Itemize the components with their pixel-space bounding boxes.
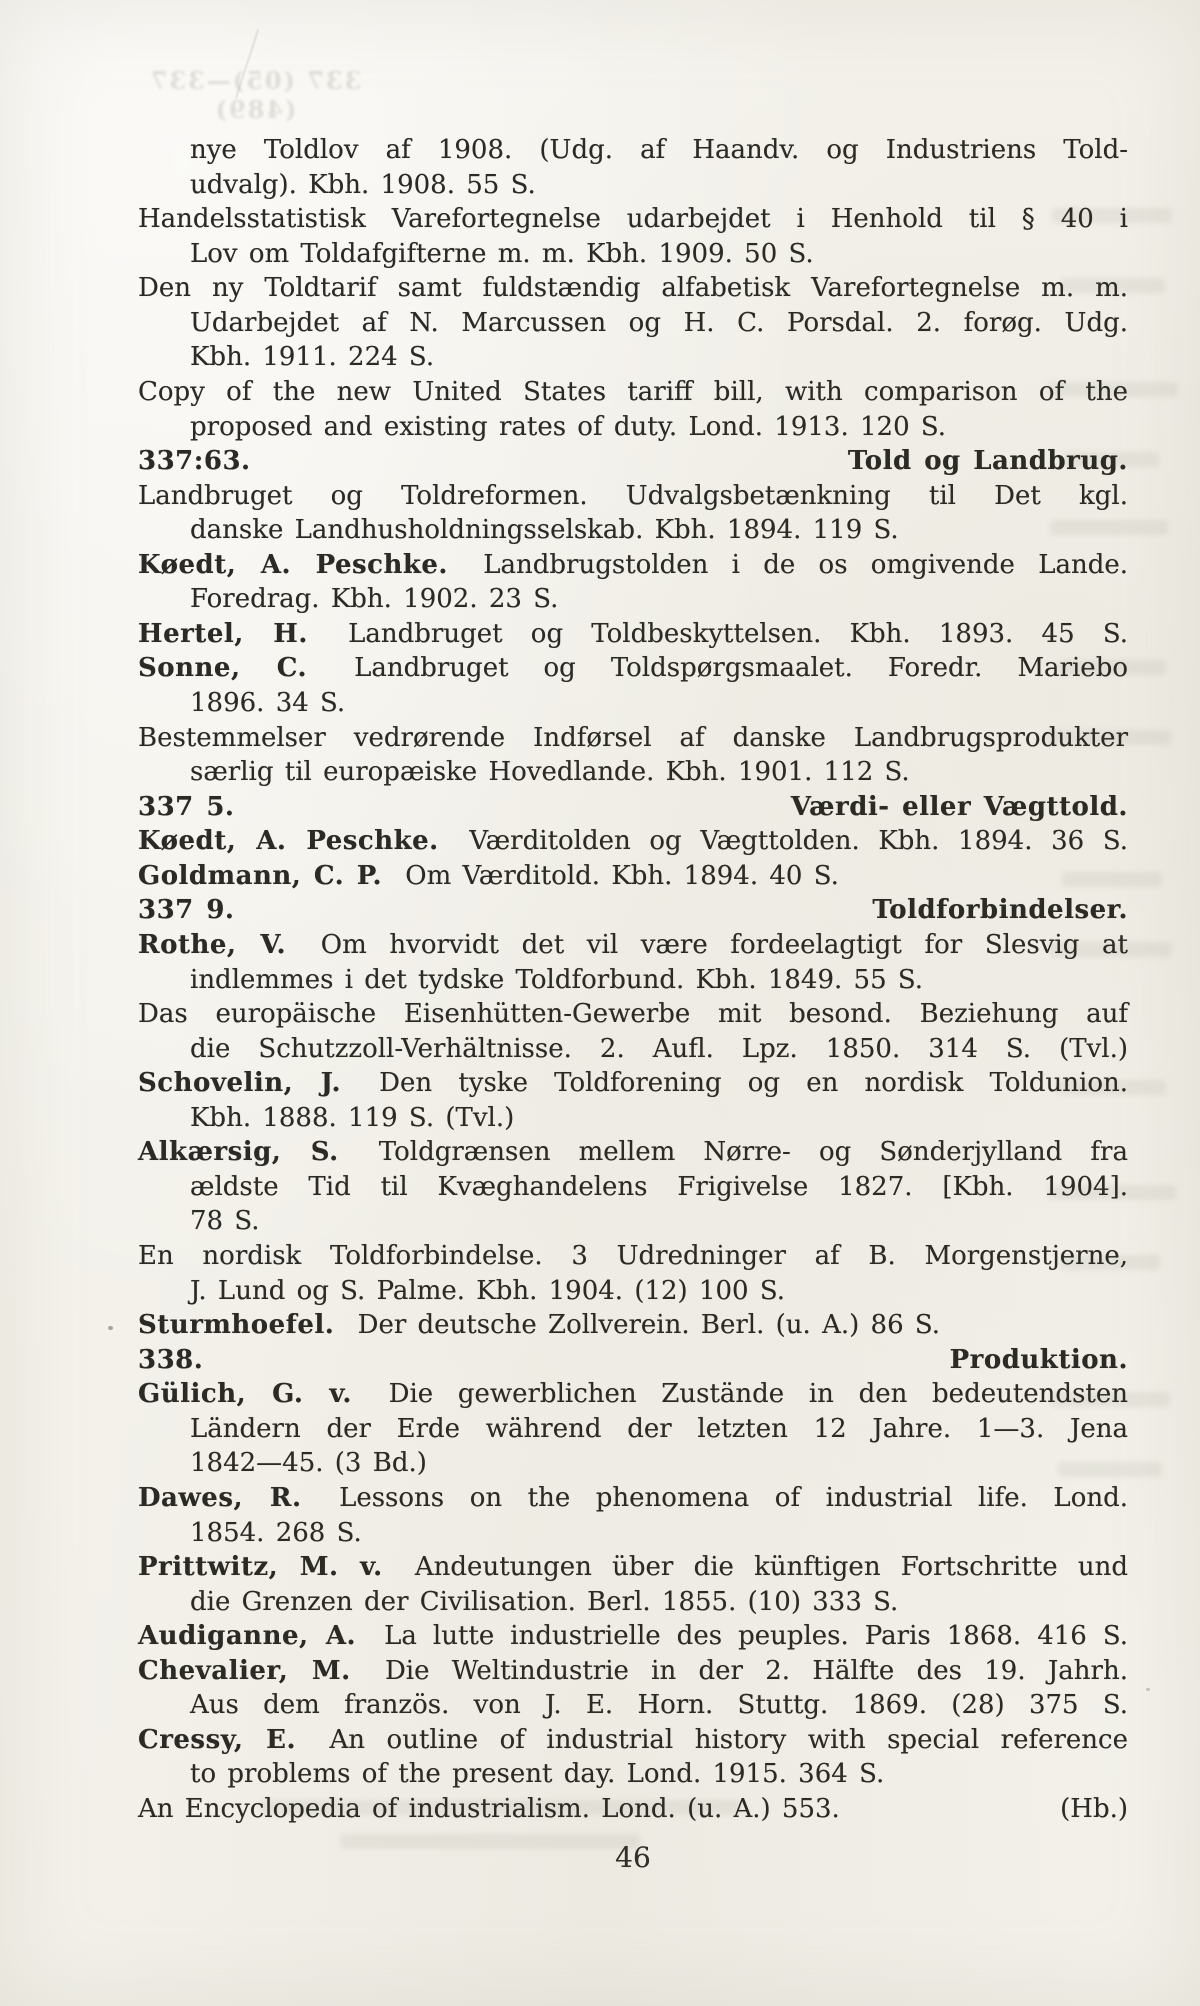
section-number: 337 5. [138, 791, 235, 822]
entry-line: Goldmann, C. P. Om Værditold. Kbh. 1894. 40 S. [138, 860, 839, 891]
entry-line [138, 1792, 1128, 1827]
entry-line: Rothe, V. Om hvorvidt det vil være fordeelagtigt for Slesvig at [138, 929, 1128, 960]
section-number: 337 9. [138, 895, 235, 926]
author-name: Køedt, A. Peschke. [138, 826, 439, 857]
author-name: Dawes, R. [138, 1482, 302, 1513]
page-number: 46 [615, 1841, 651, 1874]
author-name: Chevalier, M. [138, 1655, 351, 1686]
entry-line: 78 S. [190, 1206, 260, 1237]
entry-line: die Schutzzoll-Verhältnisse. 2. Aufl. Lpz. 1850. 314 S. (Tvl.) [190, 1033, 1128, 1064]
author-name: Cressy, E. [138, 1724, 297, 1755]
entry-text: An Encyclopedia of industrialism. Lond. (u. A.) 553. [138, 1794, 840, 1824]
author-name: Schovelin, J. [138, 1068, 342, 1099]
entry-line: Dawes, R. Lessons on the phenomena of industrial life. Lond. [138, 1482, 1128, 1513]
section-heading [138, 1343, 1128, 1378]
entry-line: Køedt, A. Peschke. Værditolden og Vægttolden. Kbh. 1894. 36 S. [138, 826, 1128, 857]
entry-line: Audiganne, A. La lutte industrielle des peuples. Paris 1868. 416 S. [138, 1621, 1128, 1652]
ink-speck-artifact [108, 1326, 113, 1330]
section-heading [138, 790, 1128, 825]
author-name: Køedt, A. Peschke. [138, 549, 448, 580]
entry-line: Kbh. 1888. 119 S. (Tvl.) [190, 1102, 515, 1133]
entry-line: udvalg). Kbh. 1908. 55 S. [190, 169, 536, 200]
entry-line: Aus dem französ. von J. E. Horn. Stuttg. 1869. (28) 375 S. [190, 1690, 1128, 1721]
section-title: Værdi- eller Vægttold. [790, 791, 1128, 822]
entry-line: Lov om Toldafgifterne m. m. Kbh. 1909. 50 S. [190, 238, 814, 269]
entry-line: Foredrag. Kbh. 1902. 23 S. [190, 584, 559, 615]
entry-line: to problems of the present day. Lond. 1915. 364 S. [190, 1759, 885, 1790]
entry-annotation: (Hb.) [1060, 1794, 1128, 1824]
section-number: 337:63. [138, 446, 251, 477]
entry-line: Bestemmelser vedrørende Indførsel af danske Landbrugsprodukter [138, 722, 1128, 753]
section-heading [138, 893, 1128, 928]
section-number: 338. [138, 1344, 204, 1375]
section-title: Produktion. [949, 1344, 1128, 1375]
entry-line: Prittwitz, M. v. Andeutungen über die künftigen Fortschritte und [138, 1552, 1128, 1583]
author-name: Sturmhoefel. [138, 1310, 335, 1341]
entry-line: danske Landhusholdningsselskab. Kbh. 1894. 119 S. [190, 515, 899, 546]
author-name: Prittwitz, M. v. [138, 1552, 383, 1583]
entry-line: særlig til europæiske Hovedlande. Kbh. 1901. 112 S. [190, 757, 910, 788]
entry-line: Chevalier, M. Die Weltindustrie in der 2. Hälfte des 19. Jahrh. [138, 1655, 1128, 1686]
ink-speck-artifact [1146, 1688, 1150, 1691]
bibliography-text-block [138, 133, 1128, 1827]
author-name: Gülich, G. v. [138, 1379, 352, 1410]
entry-line: Hertel, H. Landbruget og Toldbeskyttelsen. Kbh. 1893. 45 S. [138, 618, 1128, 649]
section-heading [138, 444, 1128, 479]
entry-line: nye Toldlov af 1908. (Udg. af Haandv. og Industriens Told- [190, 135, 1128, 165]
entry-line: Sturmhoefel. Der deutsche Zollverein. Berl. (u. A.) 86 S. [138, 1310, 941, 1341]
entry-line: ældste Tid til Kvæghandelens Frigivelse 1827. [Kbh. 1904]. [190, 1171, 1128, 1202]
section-title: Toldforbindelser. [872, 895, 1128, 926]
entry-line: Ländern der Erde während der letzten 12 Jahre. 1—3. Jena [190, 1413, 1128, 1444]
entry-line: 1842—45. (3 Bd.) [190, 1448, 427, 1479]
entry-line: Schovelin, J. Den tyske Toldforening og en nordisk Toldunion. [138, 1068, 1128, 1099]
entry-line: Køedt, A. Peschke. Landbrugstolden i de os omgivende Lande. [138, 549, 1129, 580]
author-name: Audiganne, A. [138, 1621, 357, 1652]
entry-line: Landbruget og Toldreformen. Udvalgsbetænkning til Det kgl. [138, 480, 1128, 511]
entry-line: 1854. 268 S. [190, 1517, 362, 1548]
entry-line: J. Lund og S. Palme. Kbh. 1904. (12) 100 S. [190, 1275, 786, 1306]
entry-line: Cressy, E. An outline of industrial history with special reference [138, 1724, 1128, 1755]
author-name: Sonne, C. [138, 653, 308, 684]
entry-line: Copy of the new United States tariff bill, with comparison of the [138, 376, 1128, 407]
entry-line: Handelsstatistisk Varefortegnelse udarbejdet i Henhold til § 40 i [138, 204, 1128, 235]
author-name: Hertel, H. [138, 618, 308, 649]
entry-line: Udarbejdet af N. Marcussen og H. C. Porsdal. 2. forøg. Udg. [190, 307, 1128, 338]
entry-line: proposed and existing rates of duty. Lond. 1913. 120 S. [190, 411, 947, 442]
entry-line: En nordisk Toldforbindelse. 3 Udredninger af B. Morgenstjerne, [138, 1241, 1128, 1271]
entry-line: Alkærsig, S. Toldgrænsen mellem Nørre- og Sønderjylland fra [138, 1137, 1128, 1168]
entry-line: 1896. 34 S. [190, 688, 346, 718]
entry-line: Sonne, C. Landbruget og Toldspørgsmaalet. Foredr. Mariebo [138, 653, 1128, 684]
author-name: Alkærsig, S. [138, 1137, 339, 1168]
author-name: Rothe, V. [138, 929, 287, 960]
entry-line: Kbh. 1911. 224 S. [190, 342, 435, 373]
section-title: Told og Landbrug. [847, 446, 1128, 477]
entry-line: Gülich, G. v. Die gewerblichen Zustände in den bedeutendsten [138, 1379, 1128, 1410]
bleedthrough-header: 337 (05)—337 (489) [148, 66, 362, 124]
entry-line: Das europäische Eisenhütten-Gewerbe mit besond. Beziehung auf [138, 999, 1128, 1030]
entry-line: indlemmes i det tydske Toldforbund. Kbh. 1849. 55 S. [190, 964, 924, 995]
entry-line: die Grenzen der Civilisation. Berl. 1855. (10) 333 S. [190, 1586, 899, 1617]
entry-line: Den ny Toldtarif samt fuldstændig alfabetisk Varefortegnelse m. m. [138, 273, 1128, 304]
author-name: Goldmann, C. P. [138, 860, 383, 891]
